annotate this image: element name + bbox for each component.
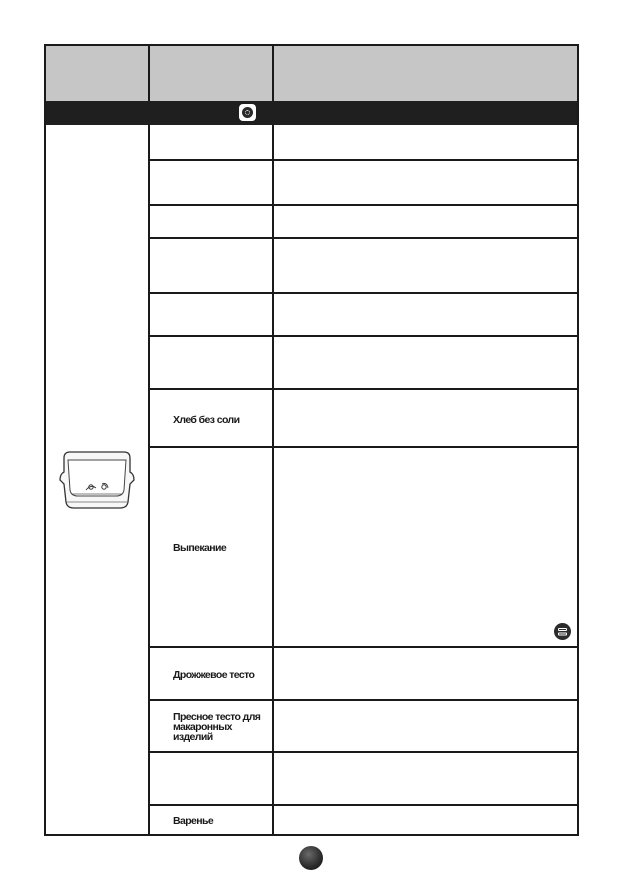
row-divider (148, 804, 577, 806)
program-label: Варенье (173, 815, 214, 827)
column-divider (148, 125, 150, 834)
row-divider (148, 699, 577, 701)
program-label: Хлеб без соли (173, 414, 240, 426)
row-divider (148, 159, 577, 161)
row-divider (148, 237, 577, 239)
program-label: Выпекание (173, 542, 227, 554)
row-divider (148, 388, 577, 390)
row-divider (148, 646, 577, 648)
row-divider (148, 204, 577, 206)
program-icon (239, 104, 256, 121)
row-divider (148, 751, 577, 753)
program-label: Пресное тесто для макаронных изделий (173, 711, 261, 743)
header-divider (148, 46, 150, 101)
row-divider (148, 292, 577, 294)
row-divider (148, 446, 577, 448)
header-divider (272, 46, 274, 101)
timer-icon (554, 623, 571, 640)
table-header (46, 46, 577, 101)
program-label: Дрожжевое тесто (173, 669, 255, 681)
column-divider (272, 125, 274, 834)
section-bar (46, 101, 577, 125)
bread-pan-image (58, 450, 136, 512)
row-divider (148, 335, 577, 337)
program-table (44, 44, 579, 836)
page-indicator (299, 846, 323, 870)
